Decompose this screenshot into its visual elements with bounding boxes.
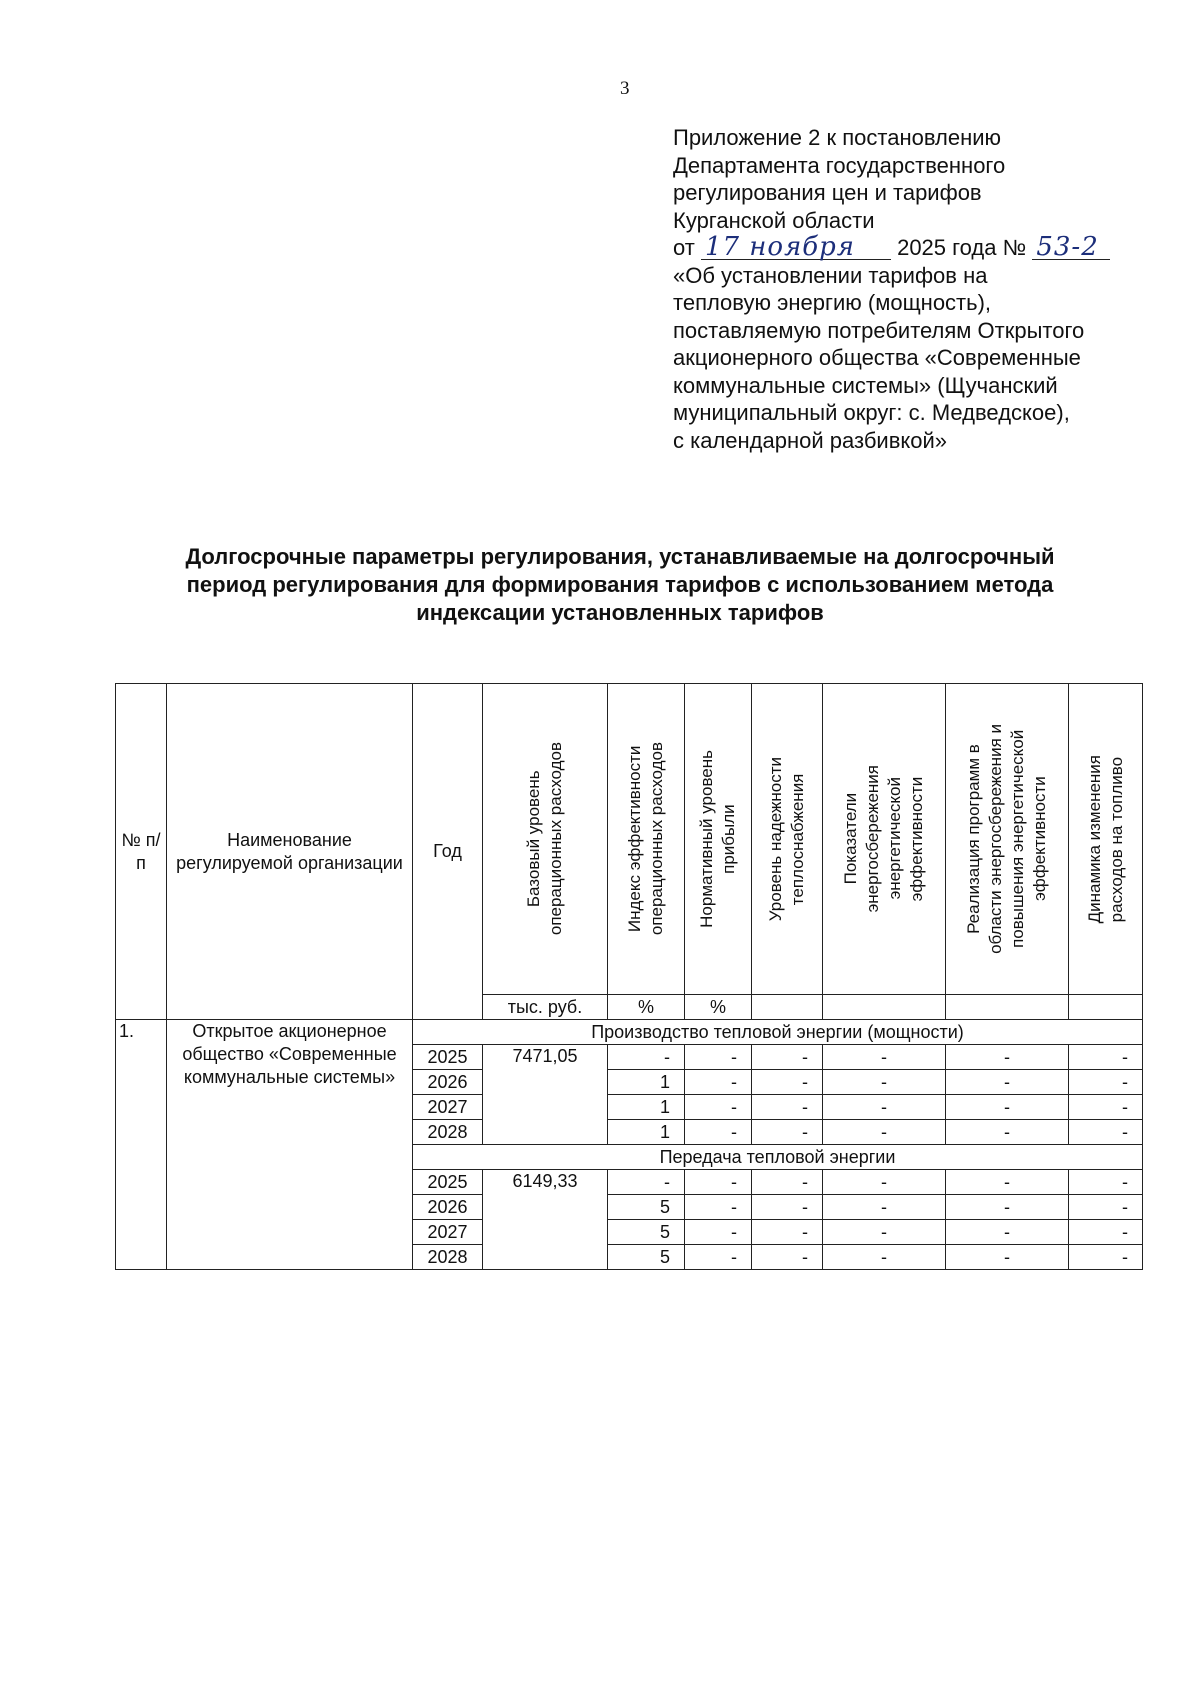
- parameters-table: [115, 683, 1143, 1270]
- header-profit: Нормативный уровень прибыли: [685, 684, 752, 995]
- reliability-cell: -: [752, 1070, 823, 1095]
- header-num: № п/п: [116, 684, 167, 1020]
- reliability-cell: -: [752, 1220, 823, 1245]
- year-cell: 2028: [413, 1245, 483, 1270]
- profit-cell: -: [685, 1095, 752, 1120]
- year-cell: 2025: [413, 1045, 483, 1070]
- index-cell: -: [608, 1045, 685, 1070]
- appendix-line: тепловую энергию (мощность),: [673, 290, 992, 315]
- reliability-cell: -: [752, 1120, 823, 1145]
- section-title: Передача тепловой энергии: [413, 1145, 1143, 1170]
- index-cell: 1: [608, 1120, 685, 1145]
- profit-cell: -: [685, 1045, 752, 1070]
- year-cell: 2027: [413, 1220, 483, 1245]
- header-reliability: Уровень надежности теплоснабжения: [752, 684, 823, 995]
- profit-cell: -: [685, 1070, 752, 1095]
- programs-cell: -: [946, 1045, 1069, 1070]
- header-org: Наименование регулируемой организации: [167, 684, 413, 1020]
- appendix-line: Департамента государственного: [673, 152, 1006, 178]
- organization-name: Открытое акционерное общество «Современные коммунальные системы»: [167, 1020, 413, 1270]
- section-title: Производство тепловой энергии (мощности): [413, 1020, 1143, 1045]
- profit-cell: -: [685, 1170, 752, 1195]
- year-text: 2025 года №: [897, 235, 1027, 260]
- appendix-line: регулирования цен и тарифов: [673, 180, 982, 205]
- fuel-cell: -: [1069, 1070, 1143, 1095]
- energy-cell: -: [823, 1070, 946, 1095]
- programs-cell: -: [946, 1095, 1069, 1120]
- programs-cell: -: [946, 1070, 1069, 1095]
- appendix-line: поставляемую потребителям Открытого: [673, 317, 1085, 343]
- header-base: Базовый уровень операционных расходов: [483, 684, 608, 995]
- row-number: 1.: [116, 1020, 167, 1270]
- profit-cell: -: [685, 1195, 752, 1220]
- fuel-cell: -: [1069, 1195, 1143, 1220]
- programs-cell: -: [946, 1170, 1069, 1195]
- reliability-cell: -: [752, 1245, 823, 1270]
- appendix-line: Приложение 2 к постановлению: [673, 125, 1002, 150]
- appendix-line: с календарной разбивкой»: [673, 427, 948, 453]
- energy-cell: -: [823, 1220, 946, 1245]
- fuel-cell: -: [1069, 1245, 1143, 1270]
- energy-cell: -: [823, 1245, 946, 1270]
- profit-cell: -: [685, 1220, 752, 1245]
- year-cell: 2026: [413, 1195, 483, 1220]
- header-index: Индекс эффективности операционных расходов: [608, 684, 685, 995]
- appendix-block: [673, 124, 1163, 454]
- title-line: Долгосрочные параметры регулирования, устанавливаемые на долгосрочный: [185, 544, 1055, 569]
- page-number: 3: [620, 78, 630, 99]
- energy-cell: -: [823, 1045, 946, 1070]
- profit-cell: -: [685, 1245, 752, 1270]
- fuel-cell: -: [1069, 1220, 1143, 1245]
- index-cell: 1: [608, 1070, 685, 1095]
- unit-base: тыс. руб.: [483, 995, 608, 1020]
- title-line: индексации установленных тарифов: [416, 600, 824, 625]
- energy-cell: -: [823, 1195, 946, 1220]
- reliability-cell: -: [752, 1170, 823, 1195]
- energy-cell: -: [823, 1095, 946, 1120]
- energy-cell: -: [823, 1170, 946, 1195]
- appendix-line: «Об установлении тарифов на: [673, 262, 988, 288]
- appendix-date-line: [673, 234, 1163, 262]
- appendix-line: муниципальный округ: с. Медведское),: [673, 400, 1070, 425]
- unit-index: %: [608, 995, 685, 1020]
- from-prefix: от: [673, 235, 695, 260]
- programs-cell: -: [946, 1120, 1069, 1145]
- index-cell: 1: [608, 1095, 685, 1120]
- programs-cell: -: [946, 1195, 1069, 1220]
- base-cost-cell: 7471,05: [483, 1045, 608, 1145]
- handwritten-number: 53-2: [1032, 235, 1110, 260]
- appendix-line: Курганской области: [673, 207, 875, 233]
- index-cell: 5: [608, 1245, 685, 1270]
- header-row: [116, 684, 1143, 995]
- header-energy-saving: Показатели энергосбережения энергетической эффективности: [823, 684, 946, 995]
- reliability-cell: -: [752, 1095, 823, 1120]
- fuel-cell: -: [1069, 1045, 1143, 1070]
- energy-cell: -: [823, 1120, 946, 1145]
- section-row: [116, 1020, 1143, 1045]
- fuel-cell: -: [1069, 1120, 1143, 1145]
- index-cell: -: [608, 1170, 685, 1195]
- fuel-cell: -: [1069, 1170, 1143, 1195]
- programs-cell: -: [946, 1220, 1069, 1245]
- reliability-cell: -: [752, 1045, 823, 1070]
- title-line: период регулирования для формирования тарифов с использованием метода: [186, 572, 1054, 597]
- year-cell: 2025: [413, 1170, 483, 1195]
- appendix-line: коммунальные системы» (Щучанский: [673, 372, 1058, 398]
- header-fuel: Динамика изменения расходов на топливо: [1069, 684, 1143, 995]
- unit-profit: %: [685, 995, 752, 1020]
- appendix-line: акционерного общества «Современные: [673, 345, 1081, 370]
- header-year: Год: [413, 684, 483, 1020]
- year-cell: 2026: [413, 1070, 483, 1095]
- base-cost-cell: 6149,33: [483, 1170, 608, 1270]
- document-title: [120, 543, 1120, 627]
- year-cell: 2028: [413, 1120, 483, 1145]
- fuel-cell: -: [1069, 1095, 1143, 1120]
- header-programs: Реализация программ в области энергосбережения и повышения энергетической эффективности: [946, 684, 1069, 995]
- reliability-cell: -: [752, 1195, 823, 1220]
- handwritten-date: 17 ноября: [701, 235, 891, 260]
- profit-cell: -: [685, 1120, 752, 1145]
- index-cell: 5: [608, 1195, 685, 1220]
- year-cell: 2027: [413, 1095, 483, 1120]
- programs-cell: -: [946, 1245, 1069, 1270]
- index-cell: 5: [608, 1220, 685, 1245]
